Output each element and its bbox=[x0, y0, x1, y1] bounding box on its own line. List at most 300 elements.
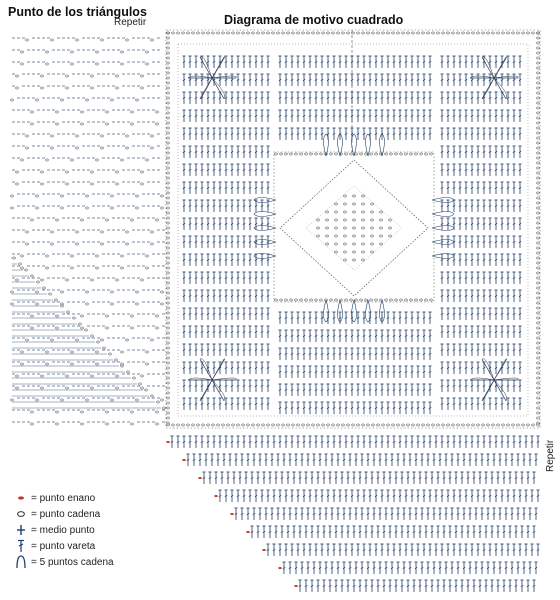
chain-stitch bbox=[31, 111, 34, 113]
chain-stitch bbox=[81, 327, 84, 329]
chain-stitch bbox=[227, 32, 230, 34]
chain-stitch bbox=[537, 42, 540, 44]
chain-stitch bbox=[360, 153, 363, 155]
chain-stitch bbox=[101, 147, 104, 149]
chain-stitch bbox=[537, 37, 540, 39]
chain-stitch bbox=[537, 382, 540, 384]
chain-stitch bbox=[315, 299, 318, 301]
chain-stitch bbox=[377, 424, 380, 426]
chain-stitch bbox=[167, 117, 170, 119]
chain-stitch bbox=[167, 112, 170, 114]
chain-stitch bbox=[300, 299, 303, 301]
slip-stitch bbox=[182, 459, 186, 461]
chain-stitch bbox=[477, 32, 480, 34]
chain-stitch bbox=[212, 424, 215, 426]
chain-stitch bbox=[167, 152, 170, 154]
chain-stitch bbox=[357, 424, 360, 426]
chain-stitch bbox=[106, 315, 109, 317]
chain-stitch bbox=[167, 332, 170, 334]
chain-stitch bbox=[457, 424, 460, 426]
chain-stitch bbox=[367, 424, 370, 426]
chain-stitch bbox=[537, 47, 540, 49]
chain-stitch bbox=[116, 279, 119, 281]
chain-stitch bbox=[427, 32, 430, 34]
chain-stitch bbox=[167, 412, 170, 414]
chain-stitch bbox=[537, 112, 540, 114]
chain-stitch bbox=[297, 424, 300, 426]
chain-stitch bbox=[237, 32, 240, 34]
chain-stitch bbox=[347, 424, 350, 426]
chain-stitch bbox=[202, 424, 205, 426]
chain-stitch bbox=[517, 32, 520, 34]
chain-stitch bbox=[51, 243, 54, 245]
chain-stitch bbox=[382, 32, 385, 34]
chain-stitch bbox=[167, 372, 170, 374]
chain-stitch bbox=[257, 32, 260, 34]
chain-stitch bbox=[512, 424, 515, 426]
chain-stitch bbox=[86, 303, 89, 305]
chain-stitch bbox=[85, 329, 88, 331]
chain-stitch bbox=[202, 32, 205, 34]
chain-stitch bbox=[66, 279, 69, 281]
chain-stitch bbox=[537, 282, 540, 284]
chain-stitch bbox=[302, 32, 305, 34]
chain-stitch bbox=[385, 299, 388, 301]
chain-stitch bbox=[172, 424, 175, 426]
chain-stitch bbox=[492, 32, 495, 34]
chain-stitch bbox=[81, 411, 84, 413]
chain-stitch bbox=[347, 32, 350, 34]
chain-stitch bbox=[295, 299, 298, 301]
chain-stitch bbox=[141, 87, 144, 89]
chain-stitch bbox=[537, 367, 540, 369]
chain-stitch bbox=[167, 92, 170, 94]
motif-center-diamond bbox=[280, 160, 428, 296]
chain-stitch bbox=[352, 424, 355, 426]
chain-stitch bbox=[36, 195, 39, 197]
chain-stitch bbox=[41, 279, 44, 281]
chain-stitch bbox=[116, 171, 119, 173]
chain-stitch bbox=[96, 267, 99, 269]
chain-stitch bbox=[372, 424, 375, 426]
chain-stitch bbox=[61, 291, 64, 293]
chain-stitch bbox=[227, 424, 230, 426]
chain-stitch bbox=[497, 424, 500, 426]
chain-stitch bbox=[167, 272, 170, 274]
chain-stitch bbox=[91, 183, 94, 185]
chain-stitch bbox=[16, 375, 19, 377]
chain-stitch bbox=[136, 99, 139, 101]
chain-stitch bbox=[317, 424, 320, 426]
chain-stitch bbox=[242, 424, 245, 426]
chain-stitch bbox=[46, 351, 49, 353]
chain-stitch bbox=[512, 32, 515, 34]
chain-stitch bbox=[51, 231, 54, 233]
chain-stitch bbox=[275, 299, 278, 301]
chain-stitch bbox=[167, 147, 170, 149]
chain-stitch bbox=[537, 217, 540, 219]
chain-stitch bbox=[370, 299, 373, 301]
chain-stitch bbox=[141, 387, 144, 389]
chain-stitch bbox=[36, 291, 39, 293]
chain-stitch bbox=[71, 51, 74, 53]
chain-stitch bbox=[167, 242, 170, 244]
chain-stitch bbox=[76, 339, 79, 341]
chain-stitch bbox=[21, 255, 24, 257]
chain-stitch bbox=[126, 147, 129, 149]
chain-stitch bbox=[126, 135, 129, 137]
chain-stitch bbox=[192, 32, 195, 34]
motif-frame-inner bbox=[178, 44, 528, 416]
chain-stitch bbox=[320, 299, 323, 301]
chain-stitch bbox=[277, 32, 280, 34]
chain-stitch bbox=[277, 424, 280, 426]
chain-stitch bbox=[537, 412, 540, 414]
chain-stitch bbox=[432, 424, 435, 426]
chain-stitch bbox=[116, 387, 119, 389]
chain-stitch bbox=[457, 32, 460, 34]
chain-stitch bbox=[252, 424, 255, 426]
chain-stitch bbox=[136, 303, 139, 305]
slip-stitch bbox=[198, 477, 202, 479]
chain-stitch bbox=[290, 153, 293, 155]
chain-stitch bbox=[167, 182, 170, 184]
chain-stitch bbox=[167, 82, 170, 84]
chain-stitch bbox=[49, 293, 52, 295]
chain-stitch bbox=[392, 424, 395, 426]
chain-stitch bbox=[537, 87, 540, 89]
chain-stitch bbox=[397, 424, 400, 426]
slip-stitch bbox=[166, 441, 170, 443]
chain-stitch bbox=[207, 424, 210, 426]
chain-stitch bbox=[151, 395, 154, 397]
chain-stitch bbox=[101, 231, 104, 233]
chain-stitch bbox=[16, 387, 19, 389]
chain-stitch bbox=[101, 339, 104, 341]
chain-stitch bbox=[537, 142, 540, 144]
chain-stitch bbox=[537, 362, 540, 364]
chain-stitch bbox=[537, 67, 540, 69]
chain-stitch bbox=[375, 153, 378, 155]
chain-stitch bbox=[36, 303, 39, 305]
chain-stitch bbox=[192, 424, 195, 426]
chain-stitch bbox=[477, 424, 480, 426]
chain-stitch bbox=[41, 171, 44, 173]
chain-stitch bbox=[527, 424, 530, 426]
chain-stitch bbox=[96, 159, 99, 161]
chain-stitch bbox=[332, 32, 335, 34]
chain-stitch bbox=[367, 32, 370, 34]
chain-stitch bbox=[101, 39, 104, 41]
chain-stitch bbox=[212, 32, 215, 34]
chain-stitch bbox=[405, 153, 408, 155]
chain-stitch bbox=[357, 32, 360, 34]
chain-stitch bbox=[146, 363, 149, 365]
chain-stitch bbox=[41, 75, 44, 77]
chain-stitch bbox=[167, 347, 170, 349]
chain-stitch bbox=[537, 62, 540, 64]
chain-stitch bbox=[106, 111, 109, 113]
chain-stitch bbox=[121, 255, 124, 257]
chain-stitch bbox=[96, 63, 99, 65]
chain-stitch bbox=[537, 312, 540, 314]
chain-stitch bbox=[482, 424, 485, 426]
chain-stitch bbox=[167, 97, 170, 99]
chain-stitch bbox=[537, 302, 540, 304]
chain-stitch bbox=[21, 159, 24, 161]
chain-stitch bbox=[537, 172, 540, 174]
chain-stitch bbox=[372, 32, 375, 34]
chain-stitch bbox=[36, 207, 39, 209]
chain-stitch bbox=[387, 424, 390, 426]
chain-stitch bbox=[46, 255, 49, 257]
chain-stitch bbox=[66, 375, 69, 377]
chain-stitch bbox=[167, 407, 170, 409]
chain-stitch bbox=[257, 424, 260, 426]
chain-stitch bbox=[167, 222, 170, 224]
chain-stitch bbox=[522, 32, 525, 34]
chain-stitch bbox=[167, 177, 170, 179]
chain-stitch bbox=[151, 135, 154, 137]
chain-stitch bbox=[502, 424, 505, 426]
chain-stitch bbox=[31, 411, 34, 413]
chain-stitch bbox=[61, 207, 64, 209]
chain-stitch bbox=[537, 387, 540, 389]
chain-stitch bbox=[11, 291, 14, 293]
chain-stitch bbox=[537, 342, 540, 344]
chain-stitch bbox=[537, 277, 540, 279]
chain-stitch bbox=[267, 424, 270, 426]
chain-stitch bbox=[417, 32, 420, 34]
chain-stitch bbox=[282, 32, 285, 34]
chain-stitch bbox=[425, 153, 428, 155]
triangle-stitch-chart bbox=[11, 38, 166, 425]
chain-stitch bbox=[46, 63, 49, 65]
chain-stitch bbox=[86, 291, 89, 293]
chain-stitch bbox=[96, 351, 99, 353]
chain-stitch bbox=[167, 32, 170, 34]
chain-stitch bbox=[167, 107, 170, 109]
chain-stitch bbox=[167, 342, 170, 344]
chain-stitch bbox=[161, 303, 164, 305]
chain-stitch bbox=[167, 262, 170, 264]
chain-stitch bbox=[385, 153, 388, 155]
chain-stitch bbox=[167, 367, 170, 369]
chain-stitch bbox=[217, 424, 220, 426]
chain-stitch bbox=[131, 219, 134, 221]
chain-stitch bbox=[537, 102, 540, 104]
chain-stitch bbox=[375, 299, 378, 301]
chain-stitch bbox=[46, 363, 49, 365]
chain-stitch bbox=[415, 299, 418, 301]
chain-stitch bbox=[537, 232, 540, 234]
chain-stitch bbox=[66, 183, 69, 185]
chain-stitch bbox=[262, 424, 265, 426]
chain-stitch bbox=[81, 111, 84, 113]
chain-stitch bbox=[422, 424, 425, 426]
chain-stitch bbox=[182, 424, 185, 426]
chain-stitch bbox=[327, 424, 330, 426]
chain-stitch bbox=[167, 172, 170, 174]
chain-stitch bbox=[522, 424, 525, 426]
chain-stitch bbox=[167, 192, 170, 194]
chain-stitch bbox=[537, 202, 540, 204]
chain-stitch bbox=[537, 147, 540, 149]
chain-stitch bbox=[537, 402, 540, 404]
chain-stitch bbox=[447, 424, 450, 426]
chain-stitch bbox=[537, 407, 540, 409]
chain-stitch bbox=[76, 135, 79, 137]
chain-stitch bbox=[167, 317, 170, 319]
chain-stitch bbox=[247, 32, 250, 34]
chain-stitch bbox=[103, 347, 106, 349]
chain-stitch bbox=[537, 337, 540, 339]
chain-stitch bbox=[163, 407, 166, 409]
chain-stitch bbox=[111, 207, 114, 209]
chain-stitch bbox=[390, 153, 393, 155]
chain-stitch bbox=[167, 187, 170, 189]
chain-stitch bbox=[121, 63, 124, 65]
chain-stitch bbox=[537, 167, 540, 169]
chain-stitch bbox=[56, 423, 59, 425]
chain-stitch bbox=[167, 102, 170, 104]
chain-stitch bbox=[156, 411, 159, 413]
chain-stitch bbox=[425, 299, 428, 301]
chain-stitch bbox=[71, 267, 74, 269]
chain-stitch bbox=[146, 159, 149, 161]
chain-stitch bbox=[86, 195, 89, 197]
chain-stitch bbox=[167, 127, 170, 129]
chain-stitch bbox=[46, 51, 49, 53]
chain-stitch bbox=[21, 51, 24, 53]
chain-stitch bbox=[182, 32, 185, 34]
chain-stitch bbox=[136, 399, 139, 401]
chain-stitch bbox=[442, 424, 445, 426]
chain-stitch bbox=[410, 299, 413, 301]
chain-stitch bbox=[91, 87, 94, 89]
chain-stitch bbox=[167, 357, 170, 359]
chain-stitch bbox=[146, 51, 149, 53]
chain-stitch bbox=[56, 123, 59, 125]
chain-stitch bbox=[232, 32, 235, 34]
chain-stitch bbox=[36, 99, 39, 101]
chain-stitch bbox=[307, 32, 310, 34]
chain-stitch bbox=[167, 87, 170, 89]
chain-stitch bbox=[109, 353, 112, 355]
chain-stitch bbox=[131, 315, 134, 317]
chain-stitch bbox=[151, 243, 154, 245]
chain-stitch bbox=[81, 423, 84, 425]
chain-stitch bbox=[537, 322, 540, 324]
chain-stitch bbox=[16, 183, 19, 185]
chain-stitch bbox=[151, 231, 154, 233]
chain-stitch bbox=[167, 207, 170, 209]
chain-stitch bbox=[26, 135, 29, 137]
chain-stitch bbox=[290, 299, 293, 301]
chain-stitch bbox=[56, 111, 59, 113]
chain-stitch bbox=[146, 267, 149, 269]
chain-stitch bbox=[282, 424, 285, 426]
chain-stitch bbox=[167, 307, 170, 309]
chain-stitch bbox=[156, 423, 159, 425]
chain-stitch bbox=[141, 183, 144, 185]
chain-stitch bbox=[177, 424, 180, 426]
chain-stitch bbox=[447, 32, 450, 34]
chain-stitch bbox=[167, 267, 170, 269]
chain-stitch bbox=[11, 195, 14, 197]
chain-stitch bbox=[156, 219, 159, 221]
chain-stitch bbox=[305, 153, 308, 155]
chain-stitch bbox=[350, 153, 353, 155]
chain-stitch bbox=[482, 32, 485, 34]
chain-stitch bbox=[16, 171, 19, 173]
chain-stitch bbox=[101, 243, 104, 245]
chain-stitch bbox=[167, 122, 170, 124]
chain-stitch bbox=[537, 257, 540, 259]
chain-stitch bbox=[345, 153, 348, 155]
chain-stitch bbox=[537, 127, 540, 129]
chain-stitch bbox=[537, 82, 540, 84]
chain-stitch bbox=[537, 262, 540, 264]
chain-stitch bbox=[472, 32, 475, 34]
chain-stitch bbox=[422, 32, 425, 34]
chain-stitch bbox=[537, 307, 540, 309]
chain-stitch bbox=[280, 153, 283, 155]
chain-stitch bbox=[21, 267, 24, 269]
chain-stitch bbox=[167, 297, 170, 299]
chain-stitch bbox=[537, 392, 540, 394]
chain-stitch bbox=[167, 157, 170, 159]
chain-stitch bbox=[412, 32, 415, 34]
chain-stitch bbox=[222, 424, 225, 426]
chain-stitch bbox=[217, 32, 220, 34]
chain-stitch bbox=[167, 227, 170, 229]
chain-stitch bbox=[86, 99, 89, 101]
chain-stitch bbox=[397, 32, 400, 34]
chain-stitch bbox=[151, 339, 154, 341]
chain-stitch bbox=[437, 32, 440, 34]
chain-stitch bbox=[126, 231, 129, 233]
chain-stitch bbox=[19, 263, 22, 265]
chain-stitch bbox=[79, 323, 82, 325]
chain-stitch bbox=[131, 123, 134, 125]
chain-stitch bbox=[167, 257, 170, 259]
chain-stitch bbox=[31, 275, 34, 277]
chain-stitch bbox=[31, 315, 34, 317]
chain-stitch bbox=[31, 327, 34, 329]
chain-stitch bbox=[126, 243, 129, 245]
chain-stitch bbox=[161, 291, 164, 293]
chain-stitch bbox=[242, 32, 245, 34]
chain-stitch bbox=[350, 299, 353, 301]
chain-stitch bbox=[131, 111, 134, 113]
chain-stitch bbox=[167, 232, 170, 234]
chain-stitch bbox=[365, 299, 368, 301]
chain-stitch bbox=[116, 75, 119, 77]
chain-stitch bbox=[31, 423, 34, 425]
chain-stitch bbox=[26, 243, 29, 245]
chain-stitch bbox=[136, 207, 139, 209]
chain-stitch bbox=[537, 377, 540, 379]
chain-stitch bbox=[67, 311, 70, 313]
chain-stitch bbox=[537, 237, 540, 239]
chain-stitch bbox=[31, 123, 34, 125]
chain-stitch bbox=[111, 303, 114, 305]
chain-stitch bbox=[167, 142, 170, 144]
chain-stitch bbox=[76, 231, 79, 233]
motif-inner-diamond bbox=[306, 186, 402, 270]
chain-stitch bbox=[96, 51, 99, 53]
